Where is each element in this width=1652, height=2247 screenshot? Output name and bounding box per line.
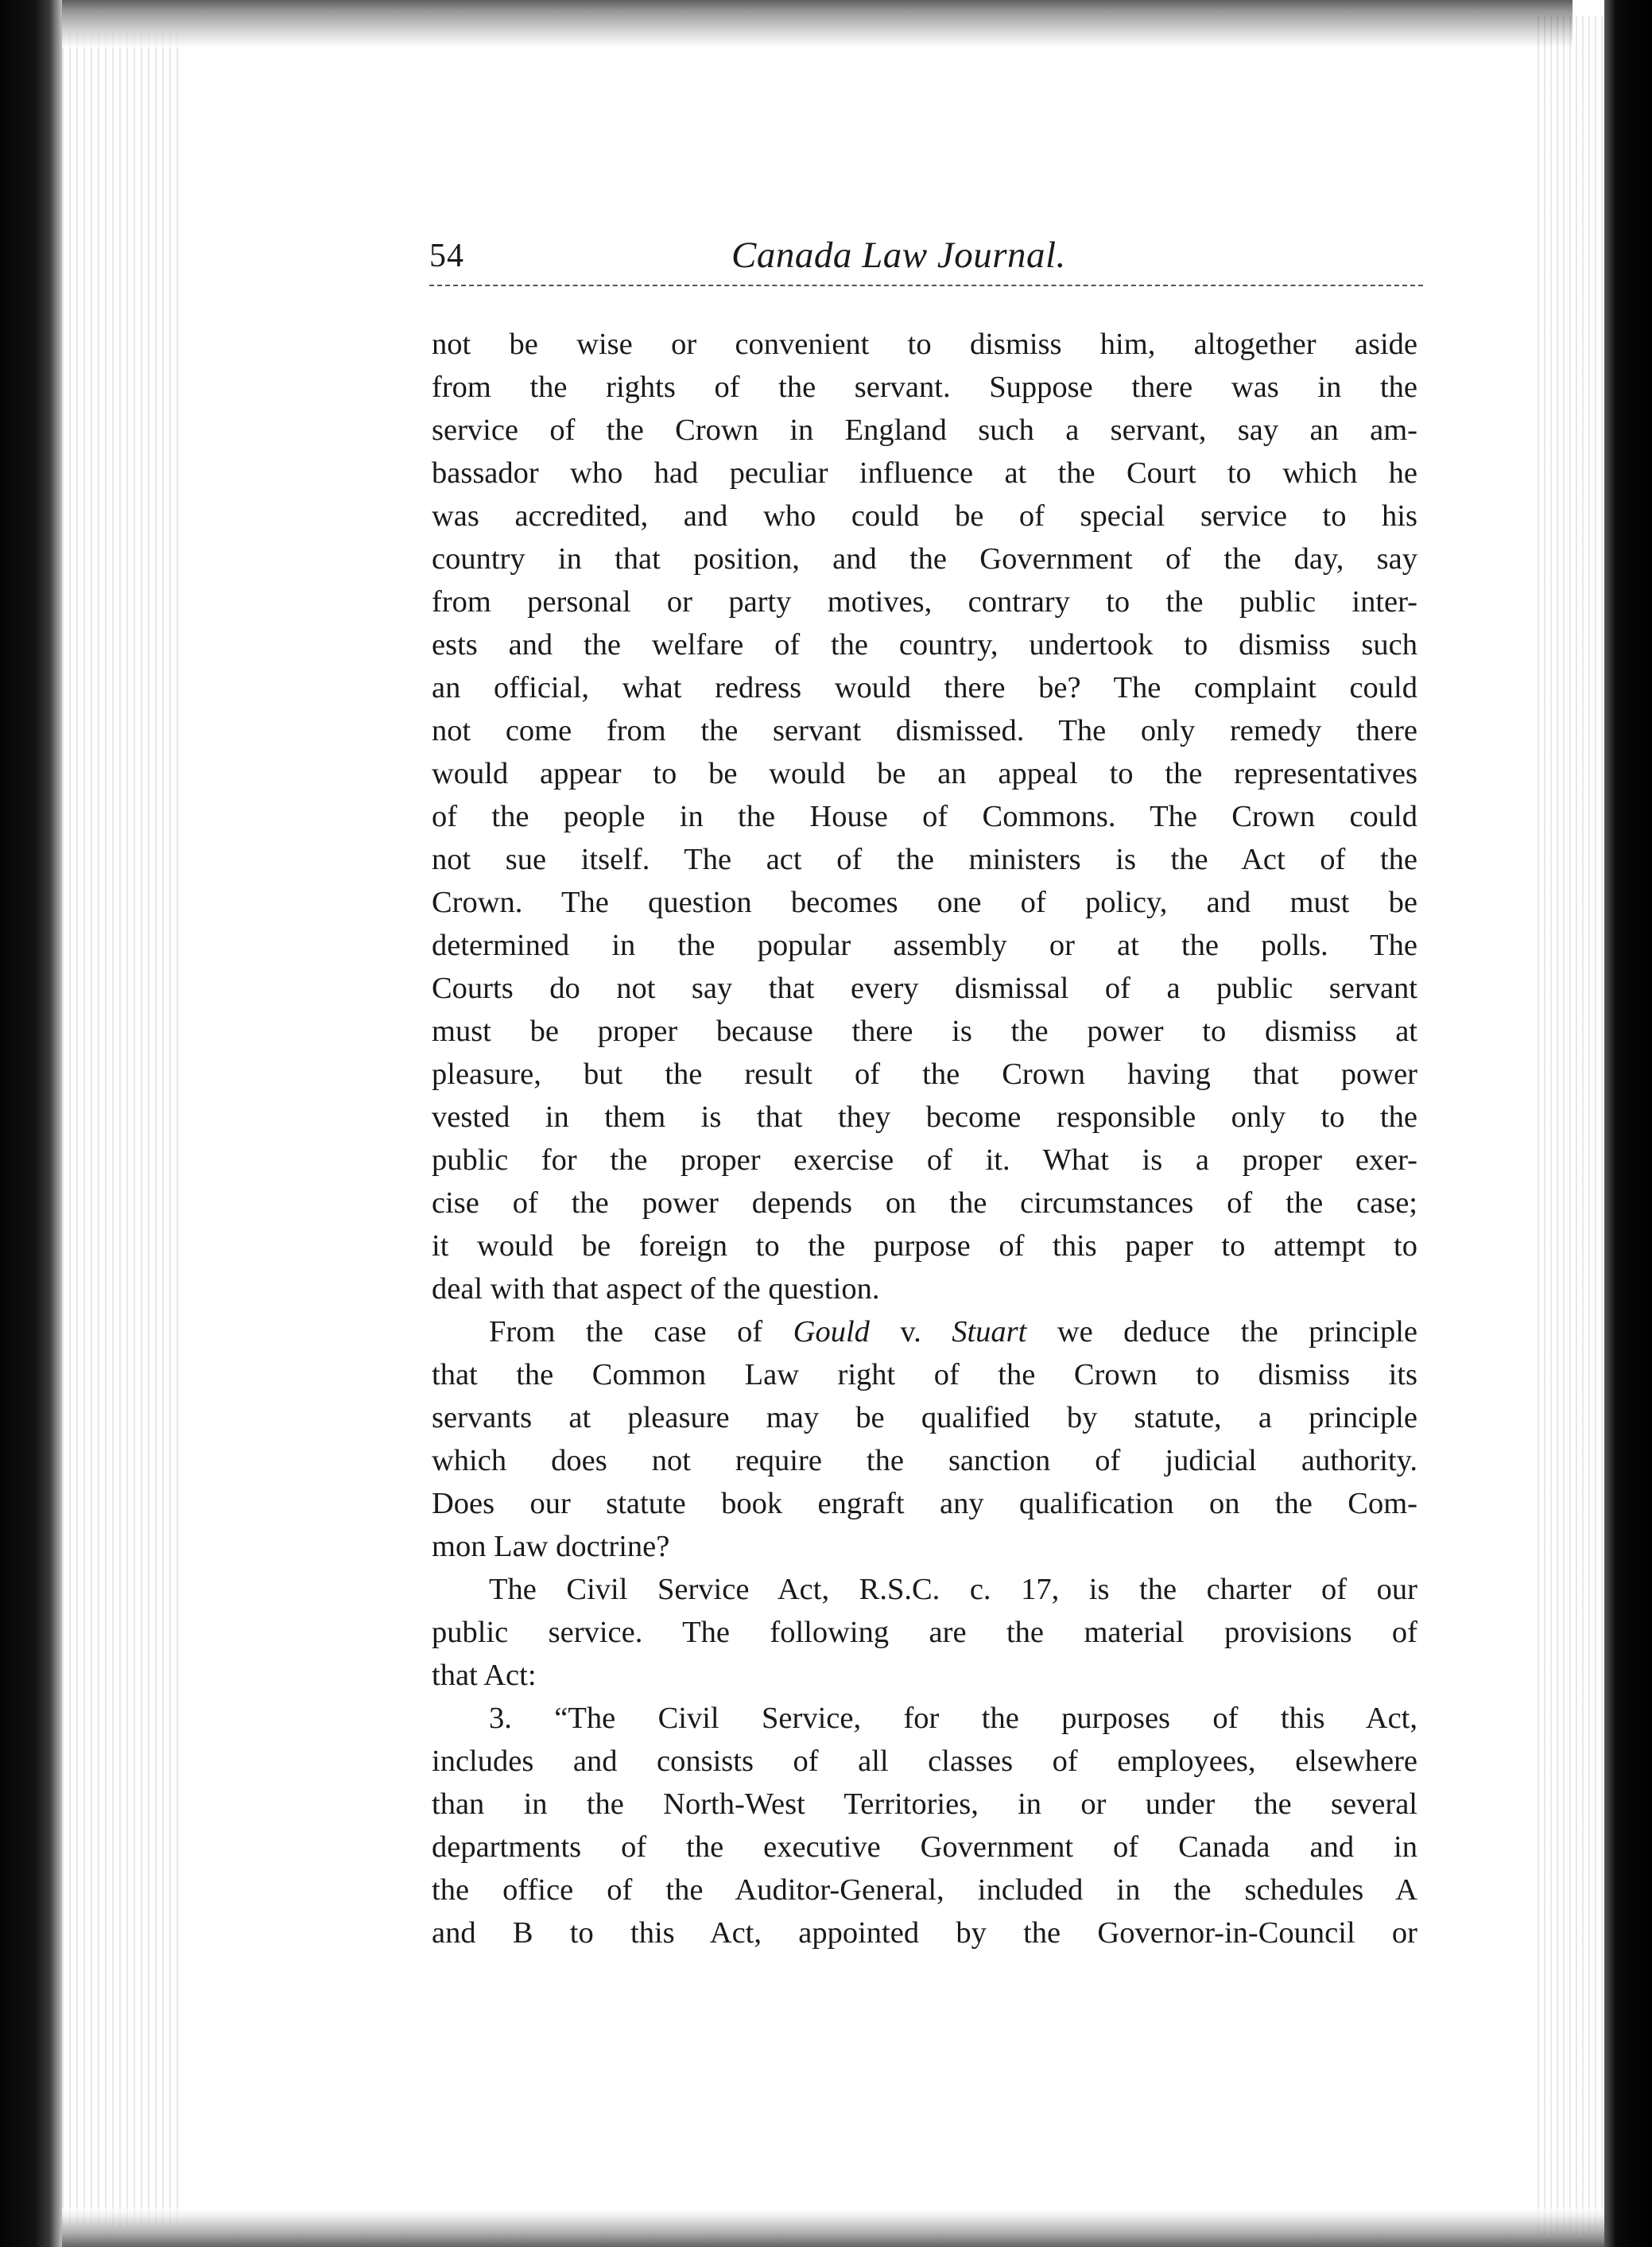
text-line: which does not require the sanction of judicial authority. <box>432 1444 1417 1477</box>
scan-edge-top <box>62 0 1573 48</box>
text-line: must be proper because there is the power to dismiss at <box>432 1015 1417 1048</box>
case-name: Stuart <box>952 1315 1027 1349</box>
page-number: 54 <box>429 238 464 274</box>
text-line: departments of the executive Government of Canada and in <box>432 1830 1417 1864</box>
text-line: from the rights of the servant. Suppose there was in the <box>432 371 1417 404</box>
text-line: the office of the Auditor-General, included in the schedules A <box>432 1873 1417 1907</box>
scan-edge-bottom <box>62 2209 1604 2247</box>
text-line: that the Common Law right of the Crown to dismiss its <box>432 1358 1417 1391</box>
right-page-shadow <box>1533 16 1604 2234</box>
journal-title: Canada Law Journal. <box>731 235 1066 276</box>
text-fragment: From the case of <box>489 1315 793 1349</box>
text-line: was accredited, and who could be of special service to his <box>432 499 1417 533</box>
text-line: public service. The following are the material provisions of <box>432 1616 1417 1649</box>
text-line <box>432 1310 1417 1353</box>
text-line: not be wise or convenient to dismiss him, altogether aside <box>432 328 1417 361</box>
text-line: Does our statute book engraft any qualification on the Com- <box>432 1487 1417 1520</box>
text-line: pleasure, but the result of the Crown having that power <box>432 1058 1417 1091</box>
case-name: Gould <box>793 1315 870 1349</box>
text-line: bassador who had peculiar influence at the Court to which he <box>432 456 1417 490</box>
text-line: not sue itself. The act of the ministers is the Act of the <box>432 843 1417 876</box>
text-line: public for the proper exercise of it. What is a proper exer- <box>432 1143 1417 1177</box>
paragraph-civil-service-act <box>432 1568 1417 1697</box>
text-line: an official, what redress would there be? The complaint could <box>432 671 1417 704</box>
text-line: 3. “The Civil Service, for the purposes of this Act, <box>489 1702 1417 1735</box>
text-fragment: we deduce the principle <box>1026 1315 1417 1349</box>
scan-edge-left <box>0 0 62 2247</box>
scan-edge-right <box>1604 0 1652 2247</box>
text-line: ests and the welfare of the country, undertook to dismiss such <box>432 628 1417 662</box>
paragraph-gould-v-stuart <box>432 1310 1417 1568</box>
text-line: country in that position, and the Government of the day, say <box>432 542 1417 576</box>
text-line: and B to this Act, appointed by the Governor-in-Council or <box>432 1916 1417 1950</box>
text-line: Crown. The question becomes one of policy, and must be <box>432 886 1417 919</box>
text-line: that Act: <box>432 1659 537 1692</box>
text-line: mon Law doctrine? <box>432 1530 670 1563</box>
text-line: The Civil Service Act, R.S.C. c. 17, is the charter of our <box>489 1573 1417 1606</box>
header-rule <box>429 285 1423 286</box>
text-line: deal with that aspect of the question. <box>432 1272 880 1306</box>
text-line: determined in the popular assembly or at the polls. The <box>432 929 1417 962</box>
text-line: includes and consists of all classes of employees, elsewhere <box>432 1744 1417 1778</box>
text-line: servants at pleasure may be qualified by statute, a principle <box>432 1401 1417 1434</box>
binding-shadow <box>62 32 181 2226</box>
text-line: service of the Crown in England such a servant, say an am- <box>432 413 1417 447</box>
text-line: Courts do not say that every dismissal of a public servant <box>432 972 1417 1005</box>
text-fragment: v. <box>869 1315 952 1349</box>
text-line: from personal or party motives, contrary to the public inter- <box>432 585 1417 619</box>
text-line: vested in them is that they become responsible only to the <box>432 1100 1417 1134</box>
text-line: than in the North-West Territories, in or under the several <box>432 1787 1417 1821</box>
paragraph-continuation <box>432 323 1417 1310</box>
running-head <box>429 229 1423 288</box>
text-line: it would be foreign to the purpose of this paper to attempt to <box>432 1229 1417 1263</box>
text-line: of the people in the House of Commons. The Crown could <box>432 800 1417 833</box>
text-line: would appear to be would be an appeal to the representatives <box>432 757 1417 790</box>
body-text <box>432 323 1417 1954</box>
text-line: not come from the servant dismissed. The only remedy there <box>432 714 1417 747</box>
paragraph-section-3 <box>432 1697 1417 1954</box>
text-line: cise of the power depends on the circumstances of the case; <box>432 1186 1417 1220</box>
